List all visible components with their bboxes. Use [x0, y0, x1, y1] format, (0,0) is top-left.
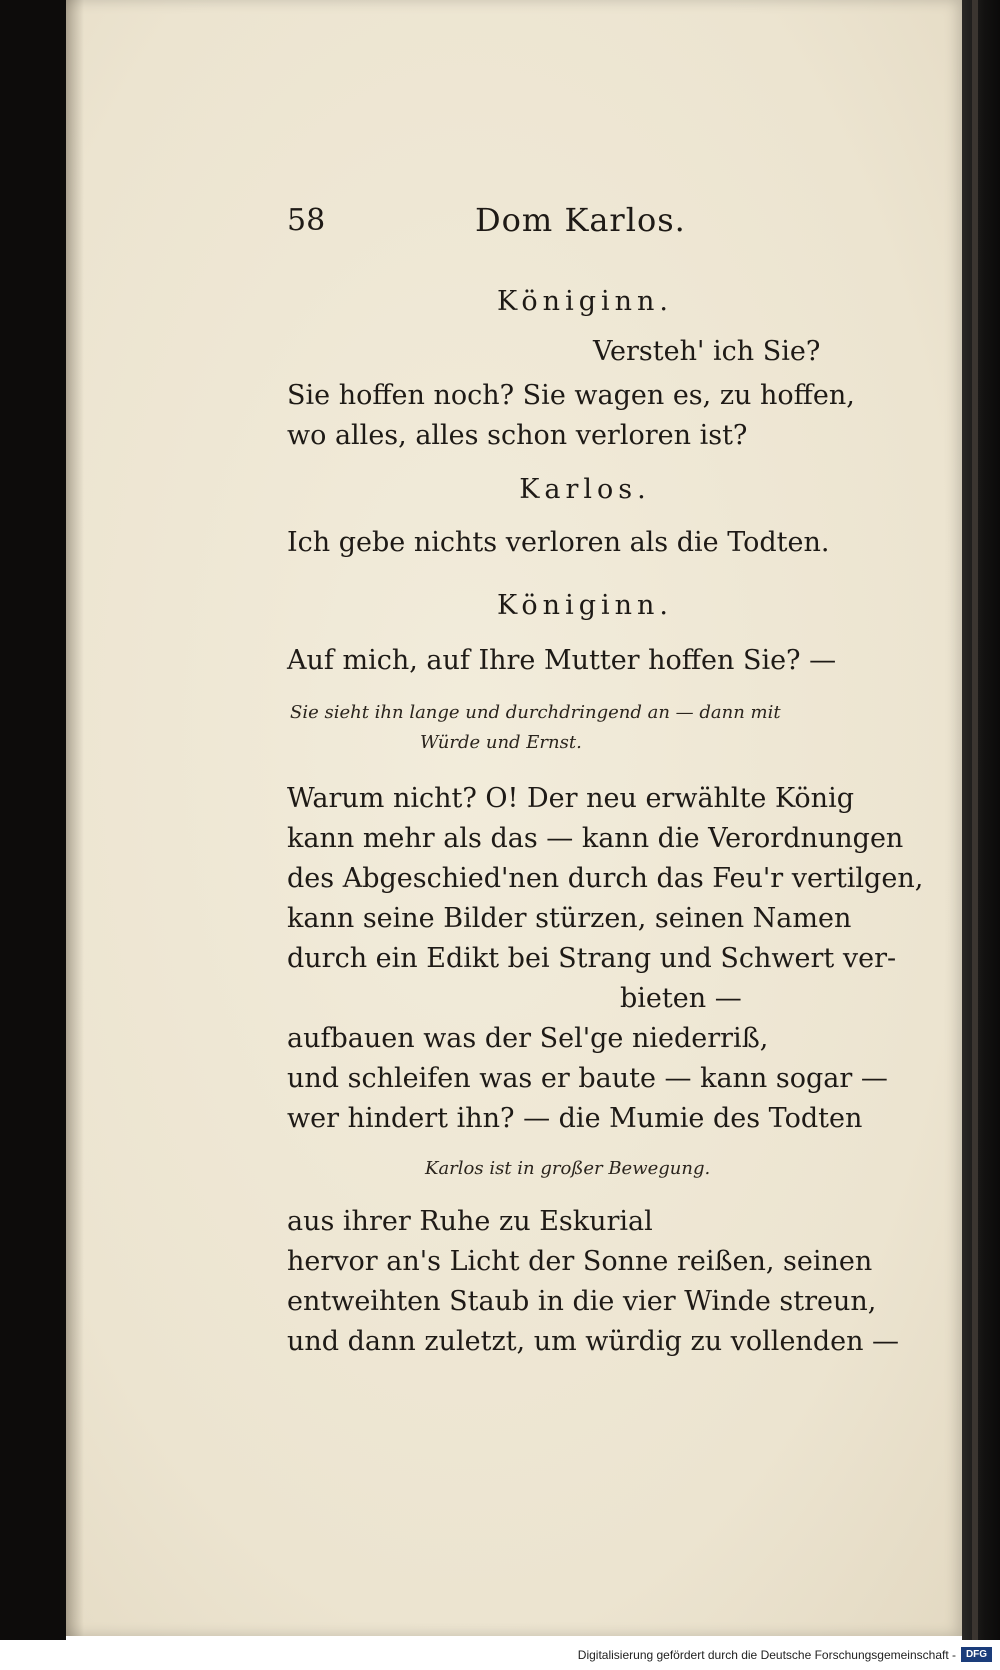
- verse-line: hervor an's Licht der Sonne reißen, seinen: [287, 1246, 873, 1277]
- verse-line: und schleifen was er baute — kann sogar —: [287, 1063, 888, 1094]
- speaker-label: Königinn.: [496, 590, 673, 621]
- verse-line: des Abgeschied'nen durch das Feu'r vertilgen,: [287, 863, 924, 894]
- book-binding-right: [962, 0, 1000, 1640]
- verse-line: kann seine Bilder stürzen, seinen Namen: [287, 903, 852, 934]
- verse-line: entweihten Staub in die vier Winde streun,: [287, 1286, 877, 1317]
- speaker-label: Königinn.: [496, 286, 673, 317]
- page-number: 58: [287, 203, 326, 238]
- verse-line: Ich gebe nichts verloren als die Todten.: [287, 527, 830, 558]
- credit-footer: [0, 1640, 1000, 1670]
- cover-edge: [972, 0, 978, 1640]
- verse-line: wo alles, alles schon verloren ist?: [287, 420, 748, 451]
- verse-line: durch ein Edikt bei Strang und Schwert ver-: [287, 943, 897, 974]
- verse-line: bieten —: [620, 983, 742, 1014]
- verse-line: Warum nicht? O! Der neu erwählte König: [287, 783, 854, 814]
- verse-line: aufbauen was der Sel'ge niederriß,: [287, 1023, 769, 1054]
- stage-direction: Karlos ist in großer Bewegung.: [425, 1158, 711, 1179]
- verse-line: kann mehr als das — kann die Verordnungen: [287, 823, 904, 854]
- verse-line: und dann zuletzt, um würdig zu vollenden —: [287, 1326, 900, 1357]
- book-page: [66, 0, 966, 1636]
- book-binding-left: [0, 0, 66, 1640]
- verse-line: wer hindert ihn? — die Mumie des Todten: [287, 1103, 863, 1134]
- verse-line: Auf mich, auf Ihre Mutter hoffen Sie? —: [287, 645, 837, 676]
- dfg-logo: DFG: [961, 1647, 992, 1662]
- speaker-label: Karlos.: [519, 474, 651, 505]
- running-title: Dom Karlos.: [475, 201, 686, 239]
- verse-line: aus ihrer Ruhe zu Eskurial: [287, 1206, 653, 1237]
- verse-line: Versteh' ich Sie?: [593, 336, 821, 367]
- gutter-shadow: [66, 0, 84, 1636]
- stage-direction: Sie sieht ihn lange und durchdringend an — dann mit: [290, 702, 781, 723]
- stage-direction: Würde und Ernst.: [420, 732, 582, 753]
- funding-credit: Digitalisierung gefördert durch die Deutsche Forschungsgemeinschaft -: [577, 1648, 956, 1662]
- verse-line: Sie hoffen noch? Sie wagen es, zu hoffen,: [287, 380, 855, 411]
